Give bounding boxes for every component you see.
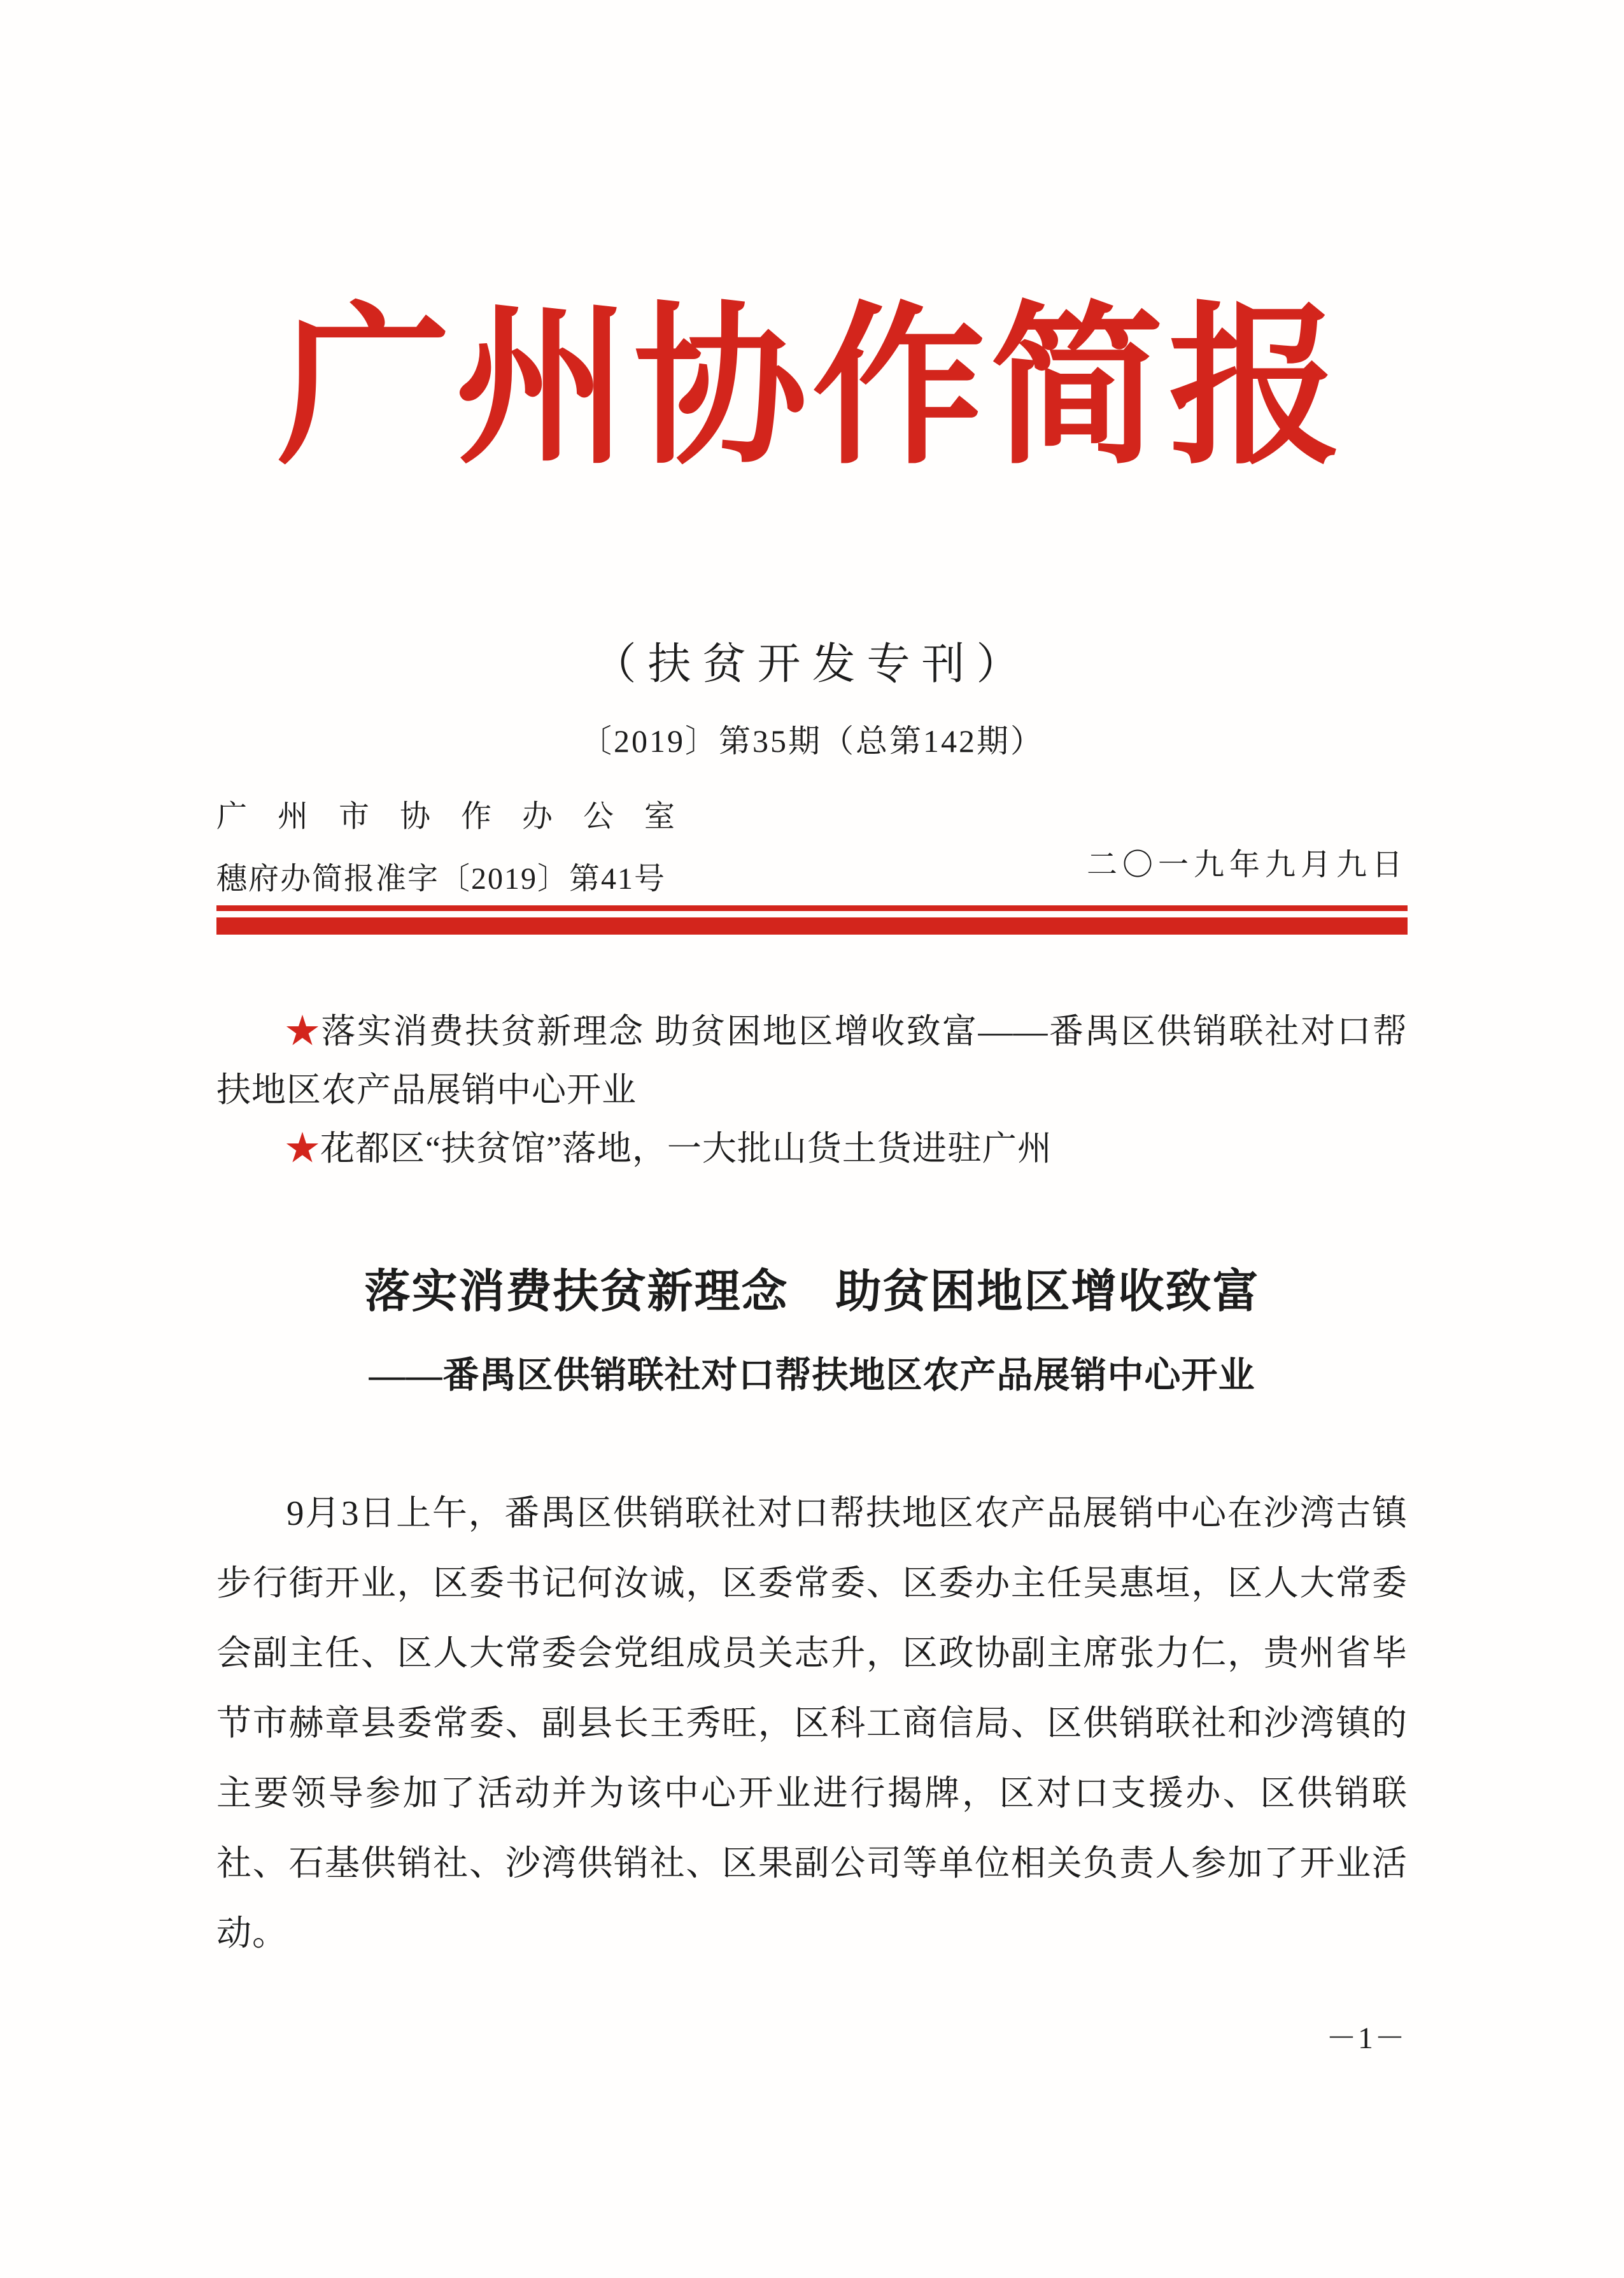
issuing-office: 广州市协作办公室 xyxy=(216,800,706,834)
masthead-title: 广州协作简报 xyxy=(277,293,1347,485)
toc-item-text: 落实消费扶贫新理念 助贫困地区增收致富——番禺区供销联社对口帮扶地区农产品展销中心开业 xyxy=(216,1012,1408,1109)
article-body xyxy=(216,1478,1408,1969)
masthead-meta-row xyxy=(216,798,1408,897)
toc-item xyxy=(216,1002,1408,1119)
article-subtitle: ——番禺区供销联社对口帮扶地区农产品展销中心开业 xyxy=(369,1355,1255,1396)
article-title: 落实消费扶贫新理念 助贫困地区增收致富 xyxy=(364,1266,1260,1317)
masthead-subtitle: （扶贫开发专刊） xyxy=(593,639,1031,688)
star-icon: ★ xyxy=(285,1012,321,1051)
toc-list xyxy=(216,1002,1408,1178)
article-paragraph: 9月3日上午，番禺区供销联社对口帮扶地区农产品展销中心在沙湾古镇步行街开业，区委书记何汝诚，区委常委、区委办主任吴惠垣，区人大常委会副主任、区人大常委会党组成员关志升，区政协副主席张力仁，贵州省毕节市赫章县委常委、副县长王秀旺，区科工商信局、区供销联社和沙湾镇的主要领导参加了活动并为该中心开业进行揭牌，区对口支援办、区供销联社、石基供销社、沙湾供销社、区果副公司等单位相关负责人参加了开业活动。 xyxy=(216,1493,1408,1953)
approval-number: 穗府办简报准字〔2019〕第41号 xyxy=(216,861,667,896)
star-icon: ★ xyxy=(285,1129,320,1168)
issue-number-line: 〔2019〕第35期（总第142期） xyxy=(580,723,1044,760)
toc-item xyxy=(216,1119,1408,1178)
red-divider-thin xyxy=(216,905,1408,911)
toc-item-text: 花都区“扶贫馆”落地，一大批山货土货进驻广州 xyxy=(320,1129,1052,1168)
page-number: －1－ xyxy=(1325,2021,1406,2055)
masthead-meta-left xyxy=(216,798,705,897)
issue-date: 二〇一九年九月九日 xyxy=(1086,847,1408,882)
red-divider-thick xyxy=(216,917,1408,935)
